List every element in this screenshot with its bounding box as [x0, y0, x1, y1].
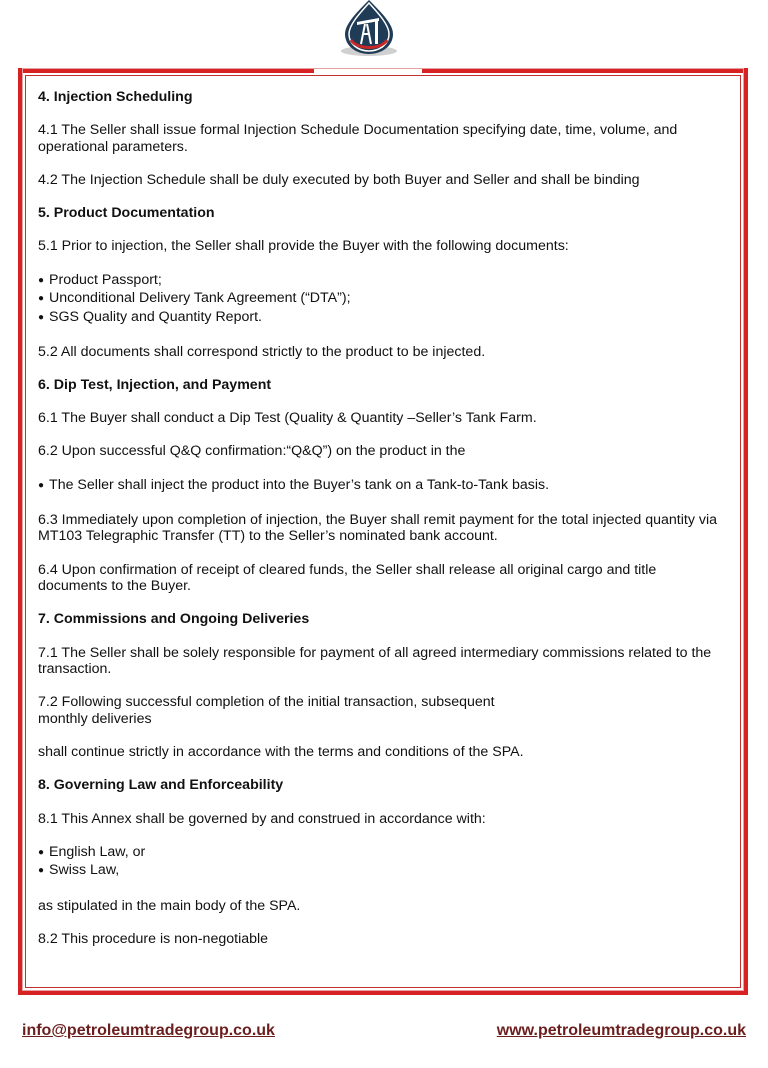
- oil-drop-logo-icon: [337, 0, 401, 58]
- section-8-heading: 8. Governing Law and Enforceability: [38, 777, 284, 794]
- clause-7-continuation: shall continue strictly in accordance with the terms and conditions of the SPA.: [38, 744, 524, 761]
- company-logo: [337, 0, 401, 58]
- clause-8-1: 8.1 This Annex shall be governed by and construed in accordance with:: [38, 810, 486, 827]
- clause-6-4: 6.4 Upon confirmation of receipt of cleared funds, the Seller shall release all original cargo and title documents to the Buyer.: [38, 561, 657, 595]
- footer-email-link[interactable]: info@petroleumtradegroup.co.uk: [22, 1022, 275, 1039]
- list-item: ● SGS Quality and Quantity Report.: [38, 309, 718, 328]
- clause-6-1: 6.1 The Buyer shall conduct a Dip Test (Quality & Quantity –Seller’s Tank Farm.: [38, 410, 537, 427]
- clause-5-1: 5.1 Prior to injection, the Seller shall provide the Buyer with the following documents:: [38, 238, 569, 255]
- clause-7-2-line-2: monthly deliveries: [38, 710, 152, 727]
- document-list: [38, 272, 718, 328]
- section-7-heading: 7. Commissions and Ongoing Deliveries: [38, 611, 310, 628]
- list-item: ● Product Passport;: [38, 272, 718, 291]
- list-item: ● Unconditional Delivery Tank Agreement (“DTA”);: [38, 290, 718, 309]
- clause-6-3: 6.3 Immediately upon completion of injection, the Buyer shall remit payment for the total injected quantity via MT103 Telegraphic Transfer (TT) to the Seller’s nominated bank account.: [38, 511, 717, 545]
- clause-8-continuation: as stipulated in the main body of the SPA.: [38, 897, 301, 914]
- section-4-heading: 4. Injection Scheduling: [38, 89, 193, 105]
- list-item: ● The Seller shall inject the product into the Buyer’s tank on a Tank-to-Tank basis.: [38, 477, 718, 496]
- injection-list: [38, 477, 718, 496]
- section-6-heading: 6. Dip Test, Injection, and Payment: [38, 377, 272, 394]
- clause-5-2: 5.2 All documents shall correspond strictly to the product to be injected.: [38, 343, 486, 360]
- law-list: [38, 844, 718, 881]
- clause-7-2-line-1: 7.2 Following successful completion of the initial transaction, subsequent: [38, 694, 495, 711]
- clause-4-2: 4.2 The Injection Schedule shall be duly executed by both Buyer and Seller and shall be binding: [38, 171, 640, 188]
- list-item: ● Swiss Law,: [38, 862, 718, 881]
- document-body: [38, 89, 718, 964]
- clause-6-2: 6.2 Upon successful Q&Q confirmation:“Q&Q”) on the product in the: [38, 443, 466, 460]
- clause-7-1: 7.1 The Seller shall be solely responsible for payment of all agreed intermediary commissions related to the transaction.: [38, 644, 712, 678]
- clause-4-1: 4.1 The Seller shall issue formal Injection Schedule Documentation specifying date, time, volume, and operational parameters.: [38, 122, 678, 155]
- footer-website-link[interactable]: www.petroleumtradegroup.co.uk: [496, 1022, 746, 1039]
- list-item: ● English Law, or: [38, 844, 718, 863]
- section-5-heading: 5. Product Documentation: [38, 205, 215, 222]
- clause-7-2: [38, 694, 718, 727]
- clause-8-2: 8.2 This procedure is non-negotiable: [38, 930, 269, 947]
